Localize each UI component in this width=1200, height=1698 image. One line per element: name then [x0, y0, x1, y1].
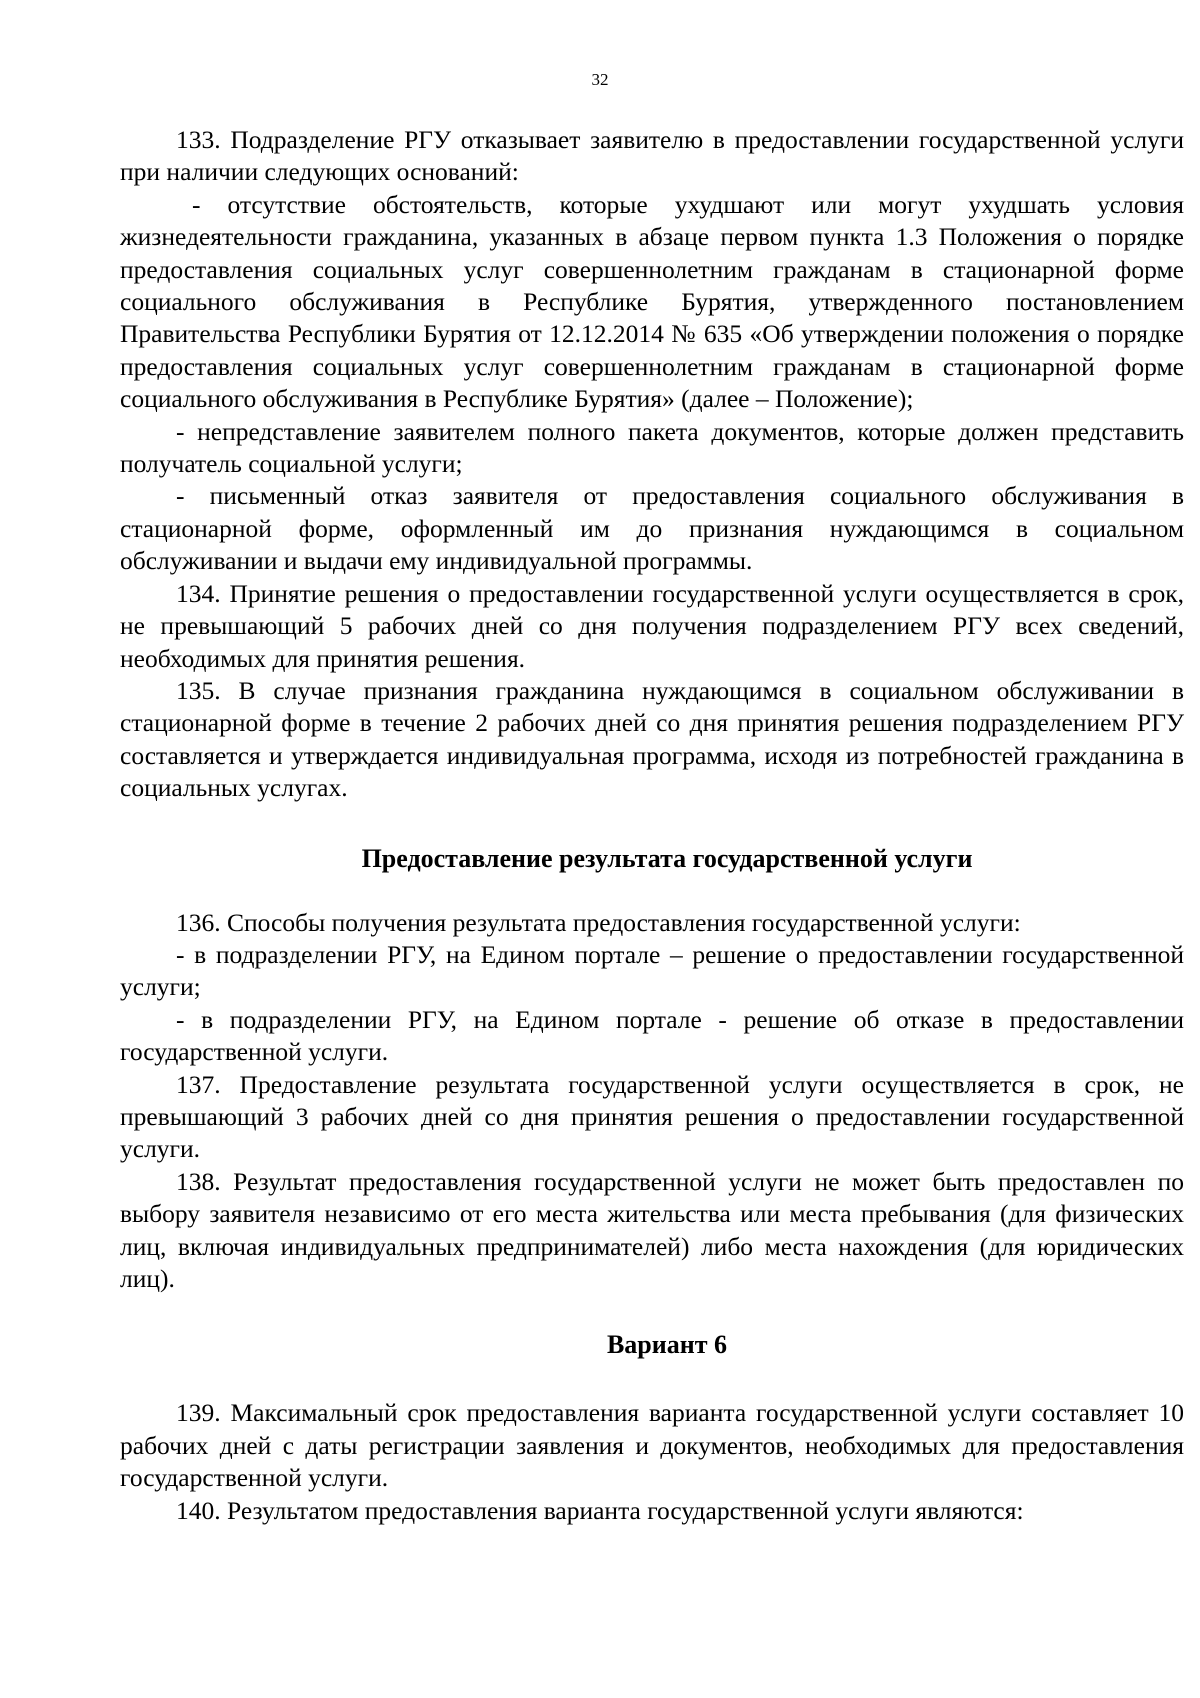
paragraph-133-item-3: - письменный отказ заявителя от предоставления социального обслуживания в стационарной форме, оформленный им до признания нуждающимся в социальном обслуживании и выдачи ему индивидуальной программы. [120, 481, 1184, 576]
paragraph-140: 140. Результатом предоставления варианта государственной услуги являются: [176, 1495, 1024, 1525]
paragraph-138: 138. Результат предоставления государственной услуги не может быть предоставлен по выбору заявителя независимо от его места жительства или места пребывания (для физических лиц, включая индивидуальных предпринимателей) либо места нахождения (для юридических лиц). [120, 1166, 1184, 1293]
paragraph-136-item-2: - в подразделении РГУ, на Едином портале - решение об отказе в предоставлении государственной услуги. [120, 1004, 1184, 1067]
section-heading-result: Предоставление результата государственной услуги [361, 843, 973, 873]
paragraph-136: 136. Способы получения результата предоставления государственной услуги: [176, 907, 1021, 937]
paragraph-133-item-1: - отсутствие обстоятельств, которые ухудшают или могут ухудшать условия жизнедеятельности гражданина, указанных в абзаце первом пункта 1.3 Положения о порядке предоставления социальных услуг совершеннолетним гражданам в стационарной форме социального обслуживания в Республике Бурятия, утвержденного постановлением Правительства Республики Бурятия от 12.12.2014 № 635 «Об утверждении положения о порядке предоставления социальных услуг совершеннолетним гражданам в стационарной форме социального обслуживания в Республике Бурятия» (далее – Положение); [120, 189, 1184, 414]
paragraph-135: 135. В случае признания гражданина нуждающимся в социальном обслуживании в стационарной форме в течение 2 рабочих дней со дня принятия решения подразделением РГУ составляется и утверждается индивидуальная программа, исходя из потребностей гражданина в социальных услугах. [120, 675, 1184, 803]
paragraph-134: 134. Принятие решения о предоставлении государственной услуги осуществляется в срок, не превышающий 5 рабочих дней со дня получения подразделением РГУ всех сведений, необходимых для принятия решения. [120, 578, 1184, 673]
paragraph-133-item-2: - непредставление заявителем полного пакета документов, которые должен представить получатель социальной услуги; [120, 416, 1184, 479]
paragraph-133: 133. Подразделение РГУ отказывает заявителю в предоставлении государственной услуги при наличии следующих оснований: [120, 125, 1184, 187]
paragraph-136-item-1: - в подразделении РГУ, на Едином портале – решение о предоставлении государственной услуги; [120, 939, 1184, 1002]
paragraph-137: 137. Предоставление результата государственной услуги осуществляется в срок, не превышающий 3 рабочих дней со дня принятия решения о предоставлении государственной услуги. [120, 1069, 1184, 1164]
section-heading-variant-6: Вариант 6 [606, 1330, 728, 1360]
page-number: 32 [591, 70, 609, 89]
document-body [120, 124, 1184, 1527]
paragraph-139: 139. Максимальный срок предоставления варианта государственной услуги составляет 10 рабочих дней с даты регистрации заявления и документов, необходимых для предоставления государственной услуги. [120, 1398, 1184, 1493]
